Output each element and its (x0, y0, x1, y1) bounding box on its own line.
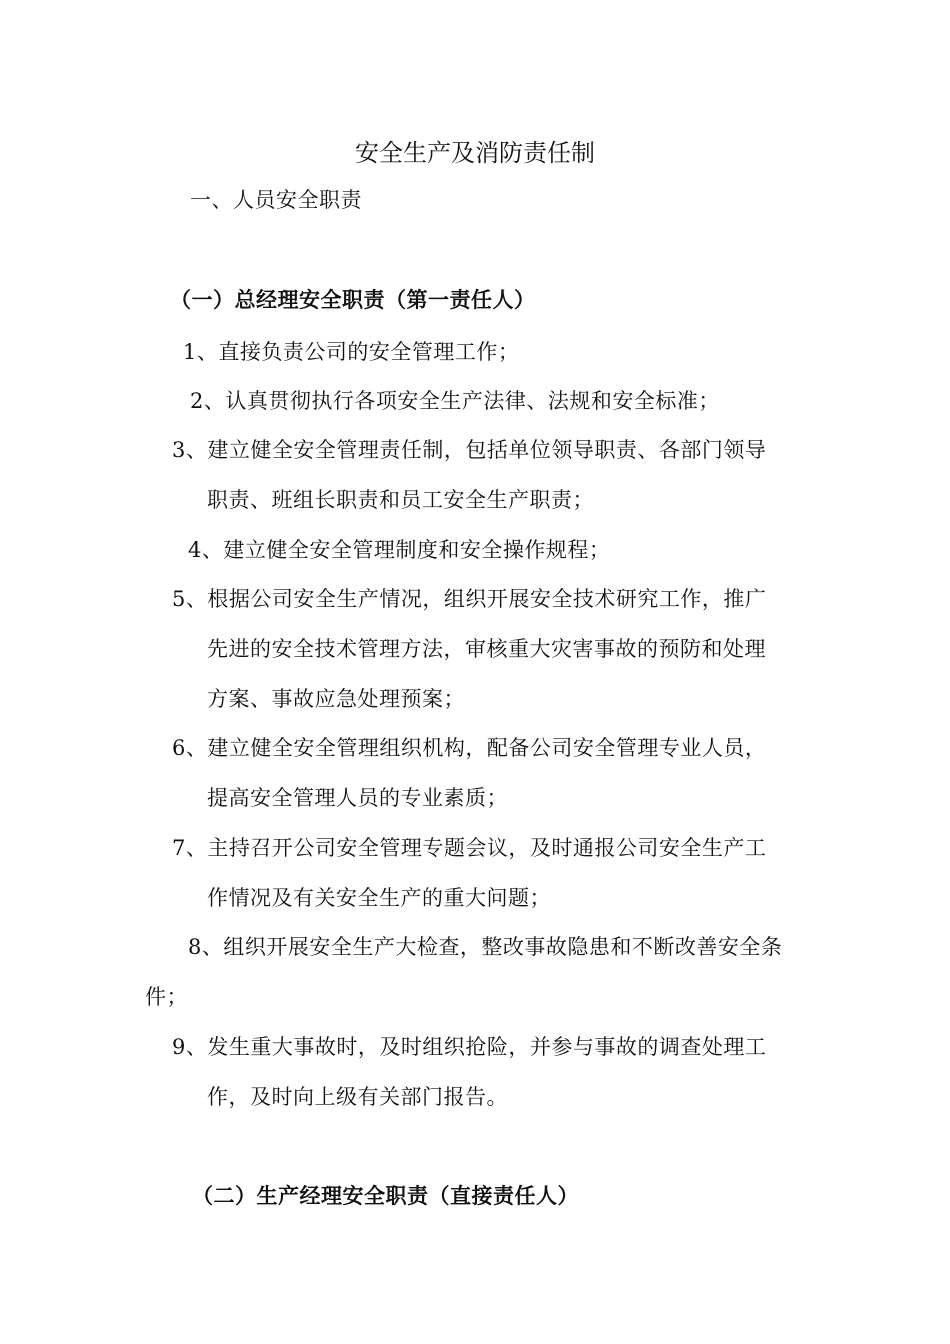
list-item: 1、直接负责公司的安全管理工作； (183, 340, 520, 364)
list-item-continuation: 作情况及有关安全生产的重大问题； (207, 886, 551, 910)
list-item: 9、发生重大事故时，及时组织抢险，并参与事故的调查处理工 (172, 1035, 767, 1059)
list-item-continuation: 方案、事故应急处理预案； (207, 687, 465, 711)
list-item-continuation: 职责、班组长职责和员工安全生产职责； (207, 488, 594, 512)
subsection-heading: （一）总经理安全职责（第一责任人） (170, 288, 536, 312)
list-item-continuation: 件； (145, 985, 188, 1009)
list-item: 2、认真贯彻执行各项安全生产法律、法规和安全标准； (190, 389, 720, 413)
list-item-continuation: 先进的安全技术管理方法，审核重大灾害事故的预防和处理 (207, 637, 766, 661)
list-item-continuation: 作，及时向上级有关部门报告。 (207, 1085, 508, 1109)
list-item-continuation: 提高安全管理人员的专业素质； (207, 786, 508, 810)
section-heading: 一、人员安全职责 (190, 188, 362, 212)
list-item: 7、主持召开公司安全管理专题会议，及时通报公司安全生产工 (172, 836, 767, 860)
document-title: 安全生产及消防责任制 (355, 139, 595, 167)
list-item: 4、建立健全安全管理制度和安全操作规程； (188, 538, 611, 562)
subsection-heading: （二）生产经理安全职责（直接责任人） (192, 1184, 579, 1208)
list-item: 5、根据公司安全生产情况，组织开展安全技术研究工作，推广 (172, 587, 767, 611)
list-item: 6、建立健全安全管理组织机构，配备公司安全管理专业人员， (172, 736, 767, 760)
list-item: 3、建立健全安全管理责任制，包括单位领导职责、各部门领导 (172, 438, 767, 462)
list-item: 8、组织开展安全生产大检查，整改事故隐患和不断改善安全条 (188, 935, 783, 959)
